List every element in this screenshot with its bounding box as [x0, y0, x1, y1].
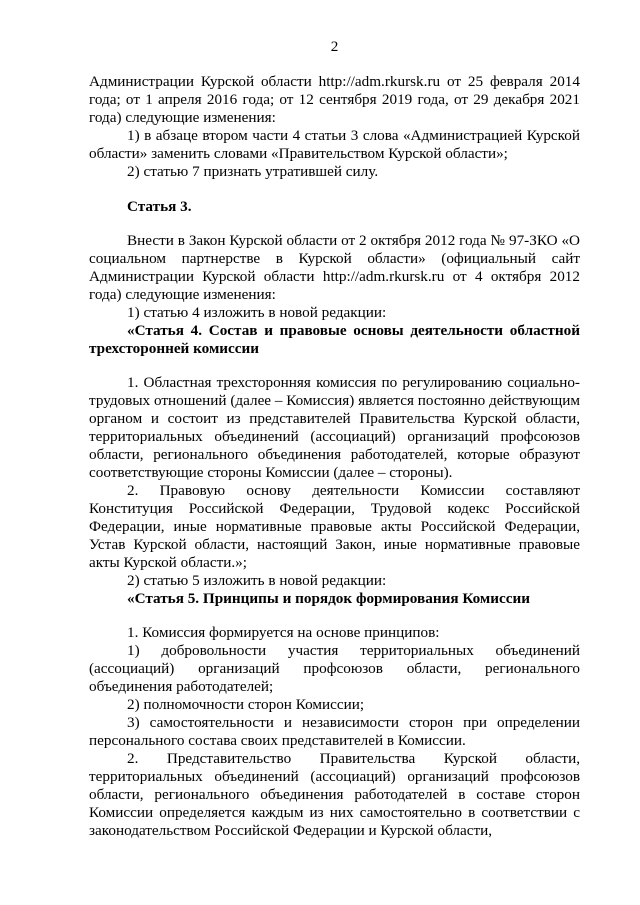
paragraph-principle-1: 1) добровольности участия территориальных объединений (ассоциаций) организаций профсоюзов области, регионального объединения работодателей;: [89, 642, 580, 695]
article-5-heading: «Статья 5. Принципы и порядок формирования Комиссии: [127, 590, 530, 607]
paragraph-article-4-part-2: 2. Правовую основу деятельности Комиссии составляют Конституция Российской Федерации, Трудовой кодекс Российской Федерации, иные нормативные правовые акты Российской Федерации, Устав Курской области, настоящий Закон, иные нормативные правовые акты Курской области.»;: [89, 482, 580, 571]
paragraph-article-5-part-2: 2. Представительство Правительства Курской области, территориальных объединений (ассоциаций) организаций профсоюзов области, регионального объединения работодателей в составе сторон Комиссии определяется каждым из них самостоятельно в соответствии с законодательством Российской Федерации и Курской области,: [89, 750, 580, 839]
paragraph-article-3-intro: Внести в Закон Курской области от 2 октября 2012 года № 97-ЗКО «О социальном партнерстве в Курской области» (официальный сайт Администрации Курской области http://adm.rkursk.ru от 4 октября 2012 года) следующие изменения:: [89, 232, 580, 303]
paragraph-article-5-instruction: 2) статью 5 изложить в новой редакции:: [127, 572, 387, 589]
article-3-heading: Статья 3.: [127, 198, 192, 215]
paragraph-principle-3: 3) самостоятельности и независимости сторон при определении персонального состава своих представителей в Комиссии.: [89, 714, 580, 749]
paragraph-article-4-part-1: 1. Областная трехсторонняя комиссия по регулированию социально-трудовых отношений (далее – Комиссия) является постоянно действующим органом и состоит из представителей Правительства Курской области, территориальных объединений (ассоциаций) организаций профсоюзов области, регионального объединения работодателей, которые образуют соответствующие стороны Комиссии (далее – стороны).: [89, 374, 580, 481]
paragraph-change-1: 1) в абзаце втором части 4 статьи 3 слова «Администрацией Курской области» заменить словами «Правительством Курской области»;: [89, 127, 580, 162]
paragraph-change-2: 2) статью 7 признать утратившей силу.: [127, 163, 379, 180]
paragraph-article-5-part-1: 1. Комиссия формируется на основе принципов:: [127, 624, 440, 641]
paragraph-intro: Администрации Курской области http://adm.rkursk.ru от 25 февраля 2014 года; от 1 апреля 2016 года; от 12 сентября 2019 года, от 29 декабря 2021 года) следующие изменения:: [89, 73, 580, 126]
article-4-heading: «Статья 4. Состав и правовые основы деятельности областной трехсторонней комиссии: [89, 322, 580, 357]
paragraph-article-4-instruction: 1) статью 4 изложить в новой редакции:: [127, 304, 387, 321]
page-number: 2: [330, 38, 339, 55]
paragraph-principle-2: 2) полномочности сторон Комиссии;: [127, 696, 365, 713]
document-page: [89, 38, 580, 840]
